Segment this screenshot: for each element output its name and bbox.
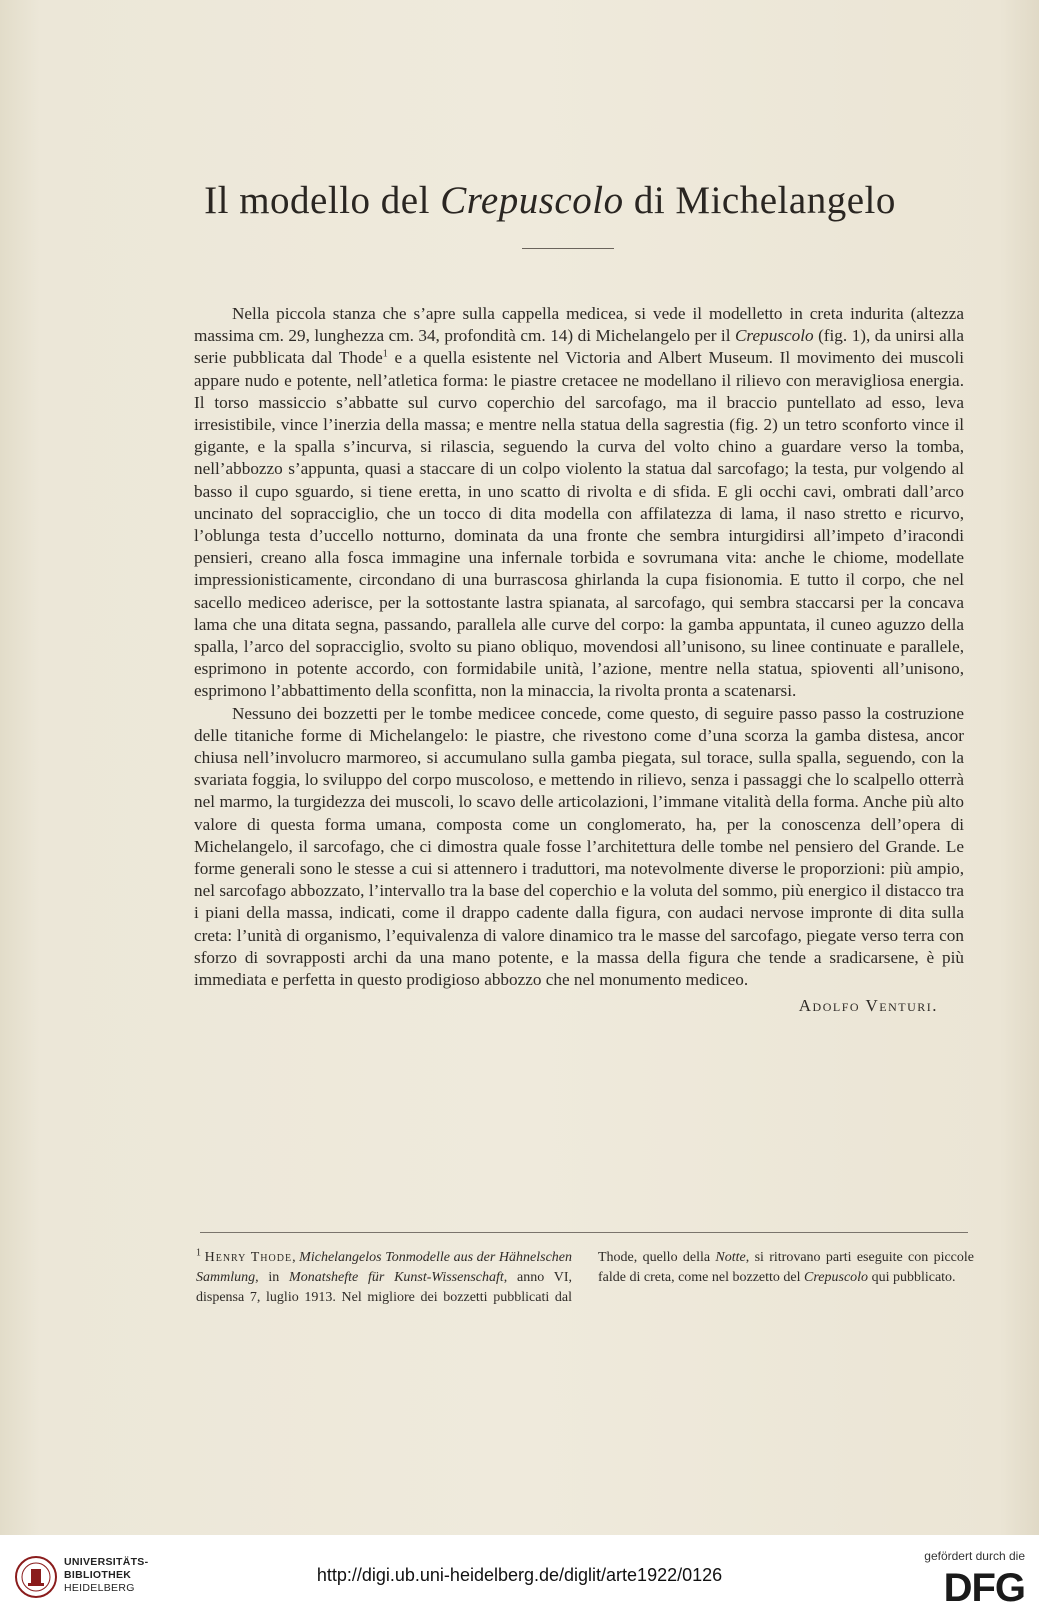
footnote-text: , anno VI, dispensa 7, luglio 1913. Nel migliore dei bozzetti pubblicati dal Thode, quello della [196,1250,716,1305]
footnote-journal: Monatshefte für Kunst-Wissenschaft [289,1270,504,1285]
sponsor-caption: gefördert durch die [924,1549,1025,1563]
article-body [194,303,964,1018]
title-text-end: di Michelangelo [623,179,896,222]
footnote-italic: Crepuscolo [804,1270,869,1285]
library-line: BIBLIOTHEK [64,1569,132,1581]
footnote-sep: , [292,1250,300,1265]
footnote-work: Michelangelos Tonmodelle aus der Hähnelschen Sammlung [196,1250,573,1285]
p1-text-c: (fig. 1), da unirsi alla serie pubblicata dal Thode [194,326,964,368]
footnote-author: Henry Thode [204,1250,293,1265]
footnote-ref: 1 [382,348,388,360]
title-text: Il modello del [204,179,441,222]
article-title [160,178,940,223]
permalink-url[interactable]: http://digi.ub.uni-heidelberg.de/diglit/arte1922/0126 [316,1565,723,1585]
footnote-divider [200,1232,968,1233]
title-divider [522,248,614,249]
library-line: UNIVERSITÄTS- [64,1556,149,1568]
viewer-footer [0,1535,1039,1618]
p1-text-d: e a quella esistente nel Victoria and Albert Museum. Il movimento dei muscoli appare nudo e potente, nell’atletica forma: le piastre cretacee ne modellano il rilievo con meravigliosa energia. Il torso massiccio s’abbatte sul curvo coperchio del sarcofago, ma il braccio puntellato ad esso, leva irresistibile, vince l’inerzia della massa; e mentre nella statua della sagrestia (fig. 2) un tetro sconforto vince il gigante, e la spalla s’incurva, si rilascia, seguendo la curva del volto chino a guardare verso la tomba, nell’abbozzo s’appunta, quasi a staccare di un colpo violento la statua dal sarcofago; la testa, pur volgendo al basso il cupo sguardo, si tiene eretta, in uno scatto di rivolta e di sfida. E gli occhi cavi, ombrati dall’arco uncinato del sopracciglio, che un tocco di dita modella con affilatezza di lama, il naso stretto e ricurvo, l’oblunga testa d’uccello notturno, dominata da una fronte che sembra inturgidirsi all’impeto d’iracondi pensieri, creano alla fosca immagine una infernale torbida e sovrumana vita: anche le chiome, modellate impressionisticamente, circondano di una burrascosa ghirlanda la cupa fisionomia. E tutto il corpo, che nel sacello mediceo aderisce, per la sottostante lastra spianata, al sarcofago, qui sembra staccarsi per la concava lama che una ditata segna, passando, parallela alle curve del corpo: la gamba appuntata, il cuneo aguzzo della spalla, l’arco del sopracciglio, svolto su piano obliquo, movendosi all’unisono, su linee continuate e parallele, esprimono in potente accordo, con formidabile unità, l’azione, mentre nella statua, spioventi all’unisono, esprimono l’abbattimento della sconfitta, non la minaccia, la rivolta pronta a scatenarsi. [194,348,964,701]
dfg-logo-icon[interactable]: DFG [943,1566,1025,1610]
footnote-marker: 1 [196,1247,201,1259]
title-italic: Crepuscolo [440,179,624,222]
paragraph-1 [194,303,964,703]
p1-italic: Crepuscolo [734,326,814,346]
footnote-text: qui pubblicato. [868,1270,956,1285]
p1-text-a: Nella piccola stanza che s’apre sulla cappella medicea, si vede il modelletto in creta indurita (altezza massima cm. 29, lunghezza cm. 34, profondità cm. 14) di Michelangelo per il [194,304,964,346]
footnote-italic: Notte [715,1250,746,1265]
library-line: HEIDELBERG [64,1582,135,1594]
paragraph-2: Nessuno dei bozzetti per le tombe medicee concede, come questo, di seguire passo passo la costruzione delle titaniche forme di Michelangelo: le piastre, che rivestono come d’una scorza la gamba distesa, ancor chiusa nell’involucro marmoreo, si accumulano sulla gamba piegata, sul torace, sulla spalla, seguendo, con la svariata foggia, lo sviluppo del corpo muscoloso, e mettendo in rilievo, senza i passaggi che lo scalpello otterrà nel marmo, la turgidezza dei muscoli, lo scavo delle articolazioni, l’immane vitalità della forma. Anche più alto valore di questa forma umana, composta come un conglomerato, ha, per la conoscenza dell’opera di Michelangelo, il sarcofago, che ci dimostra quale fosse l’architettura delle tombe nel pensiero del Grande. Le forme generali sono le stesse a cui si attennero i traduttori, ma notevolmente diverse le proporzioni: più ampio, nel sarcofago abbozzato, l’intervallo tra la base del coperchio e la voluta del sommo, più energico il distacco tra i piani della massa, indicati, come il drappo cadente dalla figura, con audaci nervose impronte di dita sulla creta: l’unità di organismo, l’equivalenza di valore dinamico tra le masse del sarcofago, piegate verso terra con sforzo di sovrapposti archi da una mano potente, e la massa della figura che tende a sradicarsene, è più immediata e perfetta in questo prodigioso abbozzo che nel monumento mediceo. [194,703,964,990]
author-signature: Adolfo Venturi. [798,996,938,1016]
footnote-sep: , in [255,1270,290,1285]
footnote-text: , si ritrovano parti eseguite con piccole falde di creta, come nel bozzetto del [598,1250,974,1285]
footnote [196,1248,974,1308]
